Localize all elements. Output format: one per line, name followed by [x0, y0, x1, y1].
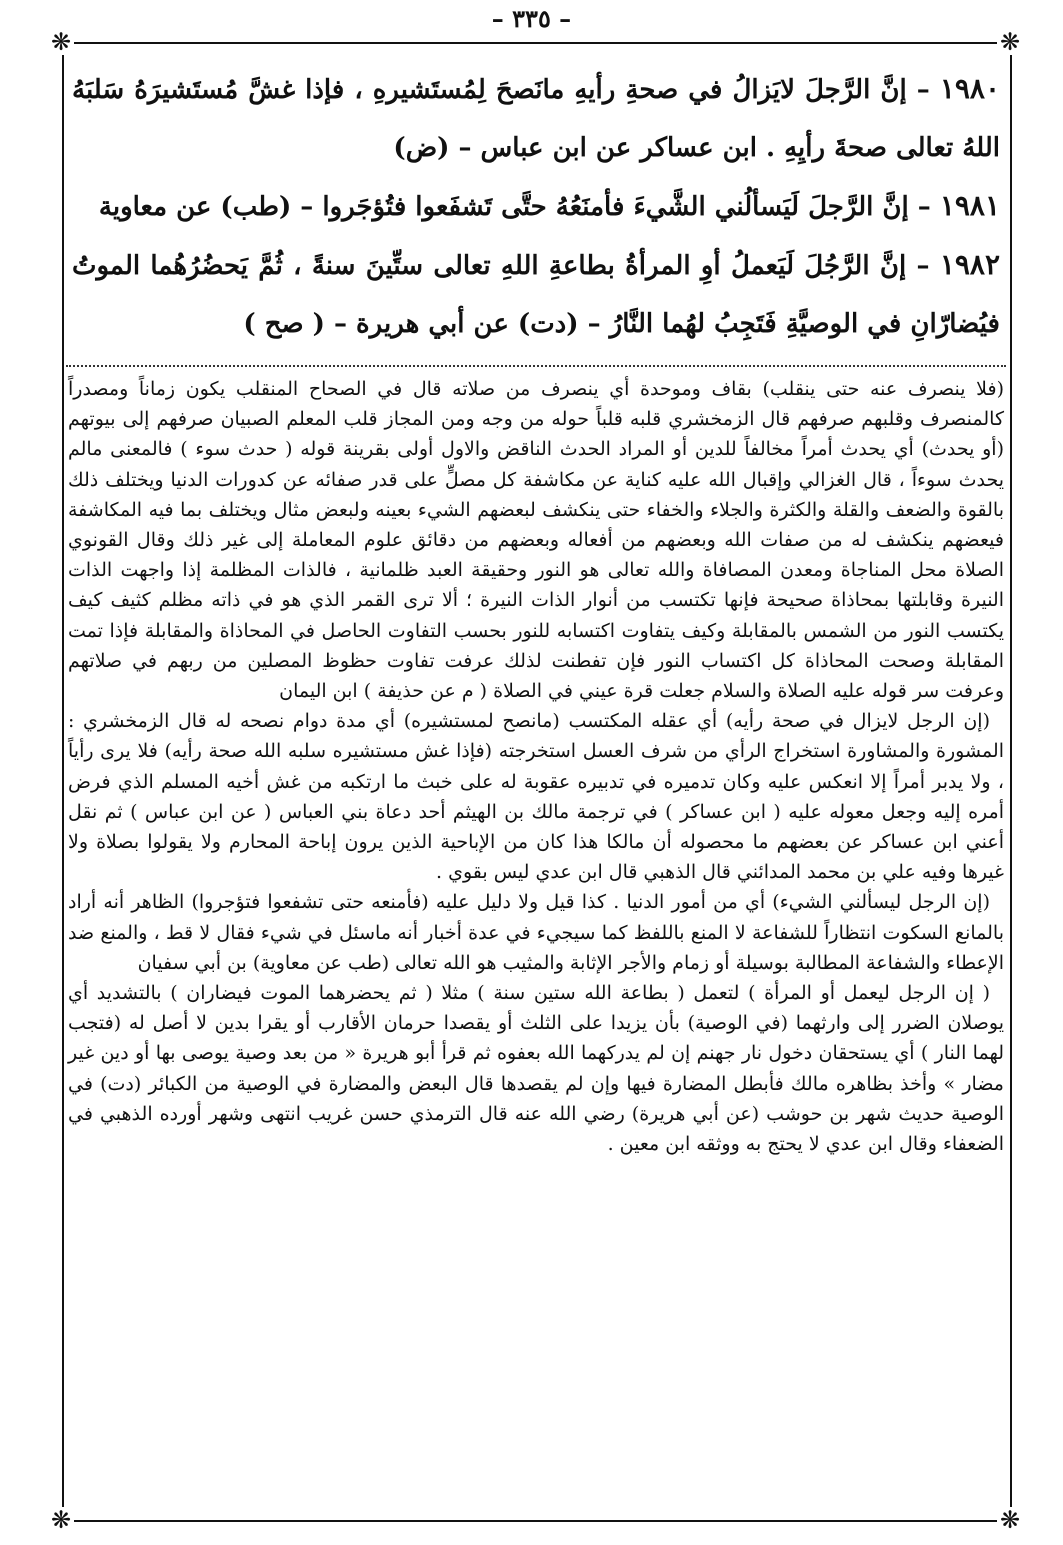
commentary-section [68, 374, 1004, 1159]
bottom-border-rule [50, 1520, 1022, 1522]
hadith-number: ١٩٨٢ [939, 248, 1000, 281]
top-border-rule [50, 42, 1022, 44]
hadith-text: – إنَّ الرَّجلَ لَيَسألُني الشَّيءَ فأمنَعُهُ حتَّى تَشفَعوا فتُؤجَروا – (طب) عن معاوية [98, 192, 931, 222]
right-border-rule [1010, 42, 1012, 1520]
hadith-text-section [72, 60, 1000, 353]
hadith-text: – إنَّ الرَّجُلَ لَيَعملُ أوِ المرأةُ بطاعةِ اللهِ تعالى ستِّينَ سنةً ، ثُمَّ يَحضُرُهُما الموتُ فيُضارّانِ في الوصيَّةِ فَتَجِبُ لهُما النَّارُ – (دت) عن أبي هريرة – ( صح ) [72, 251, 1000, 339]
hadith-entry [72, 60, 1000, 177]
corner-ornament-icon: ❋ [997, 1507, 1023, 1533]
commentary-paragraph: (فلا ينصرف عنه حتى ينقلب) بقاف وموحدة أي ينصرف من صلاته قال في الصحاح المنقلب يكون زماناً ومصدراً كالمنصرف وقلبهم صرفهم قال الزمخشري قلبه قلباً حوله من وجه ومن المجاز قلب المعلم الصبيان صرفهم إلى بيوتهم (أو يحدث) أي يحدث أمراً مخالفاً للدين أو المراد الحدث الناقض والاول أولى بقرينة قوله ( حدث سوء ) فالمعنى مالم يحدث سوءاً ، قال الغزالي وإقبال الله عليه كناية عن مكاشفة كل مصلٍّ على قدر صفائه عن كدورات الدنيا ويختلف ذلك بالقوة والضعف والقلة والكثرة والجلاء والخفاء حتى ينكشف لبعضهم الشيء بعينه ولبعض مثال ويختلف بما فيه المكاشفة فيعضهم ينكشف له من صفات الله وبعضهم من أفعاله وبعضهم من دقائق علوم المعاملة إلى غير ذلك وقال القونوي الصلاة محل المناجاة ومعدن المصافاة والله تعالى هو النور وحقيقة العبد ظلمانية ، فالذات المظلمة إذا واجهت الذات النيرة وقابلتها بمحاذاة صحيحة فإنها تكتسب من أنوار الذات النيرة ؛ ألا ترى القمر الذي هو في ذاته مظلم كثيف كيف يكتسب النور من الشمس بالمقابلة وكيف يتفاوت اكتسابه للنور بحسب التفاوت الحاصل في المحاذاة والمقابلة فإذا تمت المقابلة وصحت المحاذاة كل اكتساب النور فإن تفطنت لذلك عرفت تفاوت حظوظ المصلين من ربهم في صلاتهم وعرفت سر قوله عليه الصلاة والسلام جعلت قرة عيني في الصلاة ( م عن حذيفة ) ابن اليمان [68, 378, 1004, 703]
section-divider [66, 365, 1006, 367]
corner-ornament-icon: ❋ [48, 1507, 74, 1533]
commentary-paragraph: ( إن الرجل ليعمل أو المرأة ) لتعمل ( بطاعة الله ستين سنة ) مثلا ( ثم يحضرهما الموت فيضاران ) بالتشديد أي يوصلان الضرر إلى وارثهما (في الوصية) بأن يزيدا على الثلث أو يقصدا حرمان الأقارب أو يقرا بدين لا أصل له (فتجب لهما النار ) أي يستحقان دخول نار جهنم إن لم يدركهما الله بعفوه ثم قرأ أبو هريرة « من بعد وصية يوصى بها أو دين غير مضار » وأخذ بظاهره مالك فأبطل المضارة فيها وإن لم يقصدها قال البعض والمضارة في الوصية من الكبائر (دت) في الوصية حديث شهر بن حوشب (عن أبي هريرة) رضي الله عنه قال الترمذي حسن غريب انتهى وشهر أورده الذهبي في الضعفاء وقال ابن عدي لا يحتج به ووثقه ابن معين . [68, 982, 1004, 1156]
page-number: – ٣٣٥ – [491, 4, 572, 33]
corner-ornament-icon: ❋ [48, 29, 74, 55]
left-border-rule [62, 42, 64, 1520]
hadith-entry [72, 236, 1000, 353]
commentary-paragraph: (إن الرجل ليسألني الشيء) أي من أمور الدنيا . كذا قيل ولا دليل عليه (فأمنعه حتى تشفعوا فتؤجروا) الظاهر أنه أراد بالمانع السكوت انتظاراً للشفاعة لا المنع باللفظ كما سيجيء في عدة أخبار أنه ماسئل في شيء فقال لا قط ، والمنع ضد الإعطاء والشفاعة المطالبة بوسيلة أو زمام والأجر الإثابة والمثيب هو الله تعالى (طب عن معاوية) بن أبي سفيان [68, 891, 1004, 974]
hadith-text: – إنَّ الرَّجلَ لايَزالُ في صحةِ رأيهِ مانَصحَ لِمُستَشيرهِ ، فإذا غشَّ مُستَشيرَهُ سَلبَهُ اللهُ تعالى صحةَ رأيِهِ . ابن عساكر عن ابن عباس – (ض) [72, 75, 1000, 163]
hadith-entry [72, 177, 1000, 236]
corner-ornament-icon: ❋ [997, 29, 1023, 55]
hadith-number: ١٩٨٠ [939, 72, 1000, 105]
hadith-number: ١٩٨١ [939, 189, 1000, 222]
commentary-paragraph: (إن الرجل لايزال في صحة رأيه) أي عقله المكتسب (مانصح لمستشيره) أي مدة دوام نصحه له قال الزمخشري : المشورة والمشاورة استخراج الرأي من شرف العسل استخرجته (فإذا غش مستشيره سلبه الله صحة رأيه) فلا يرى رأياً ، ولا يدبر أمراً إلا انعكس عليه وكان تدميره في تدبيره عقوبة له على خبث ما ارتكبه من غش أخيه المسلم الذي فرض أمره إليه وجعل معوله عليه ( ابن عساكر ) في ترجمة مالك بن الهيثم أحد دعاة بني العباس ( عن ابن عباس ) ثم نقل أعني ابن عساكر عن بعضهم ما محصوله أن مالكا هذا كان من الإباحية الذين يرون إباحة المحارم ولا يقولوا بصلاة ولا غيرها وفيه علي بن محمد المدائني قال الذهبي قال ابن عدي ليس بقوي . [68, 710, 1004, 884]
